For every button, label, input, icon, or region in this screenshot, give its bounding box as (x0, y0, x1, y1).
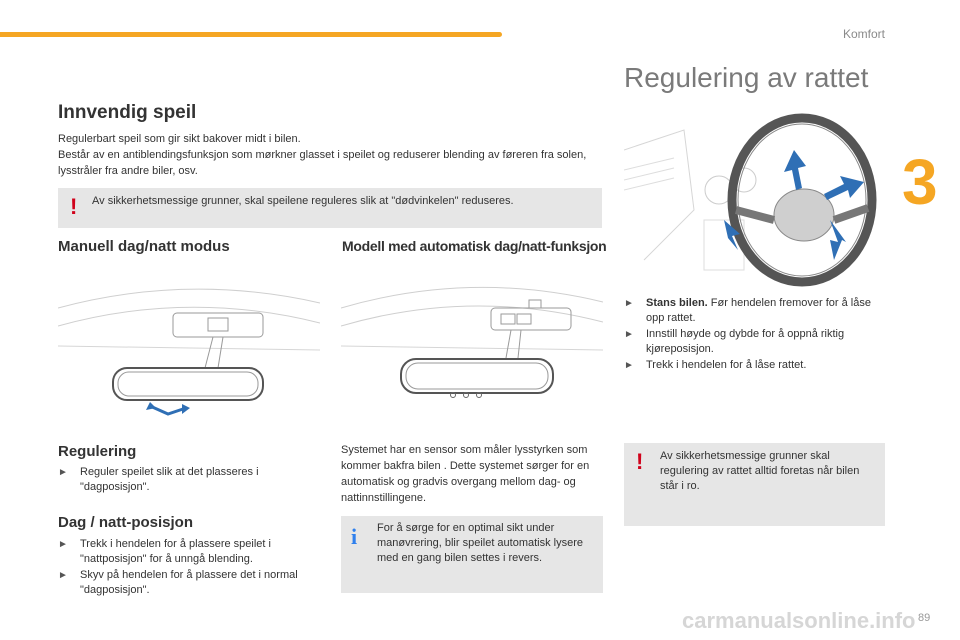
list-item: ► Reguler speilet slik at det plasseres i "dagposisjon". (58, 466, 259, 493)
list-item: ► Innstill høyde og dybde for å oppnå riktig kjøreposisjon. (624, 328, 845, 355)
chapter-number: 3 (902, 146, 938, 218)
list-item: ► Skyv på hendelen for å plassere det i normal "dagposisjon". (58, 569, 298, 596)
day-night-heading: Dag / natt-posisjon (58, 514, 193, 531)
mirror-warning-text: Av sikkerhetsmessige grunner, skal speilene reguleres slik at "dødvinkelen" reduseres. (92, 195, 514, 207)
steering-wheel-illustration (624, 110, 886, 288)
manual-mode-heading: Manuell dag/natt modus (58, 238, 230, 255)
adjustment-list (58, 465, 308, 496)
exclamation-icon: ! (636, 449, 644, 474)
list-item: ► Stans bilen. Før hendelen fremover for å låse opp rattet. (624, 297, 871, 324)
info-note-text: For å sørge for en optimal sikt under manøvrering, blir speilet automatisk lysere med en gang bilen settes i revers. (377, 522, 584, 564)
mirror-heading: Innvendig speil (58, 102, 197, 123)
bullet-marker-icon: ► (624, 329, 634, 340)
auto-mode-heading: Modell med automatisk dag/natt-funksjon (342, 238, 607, 254)
watermark: carmanualsonline.info (682, 608, 916, 633)
wheel-warning-text: Av sikkerhetsmessige grunner skal regulering av rattet alltid foretas når bilen står i ro. (660, 450, 860, 492)
mirror-intro-line2: Består av en antiblendingsfunksjon som mørkner glasset i speilet og reduserer blending av føreren fra solen, lysstråler fra andre biler, osv. (58, 149, 587, 177)
mirror-warning-box (58, 188, 602, 228)
auto-mirror-illustration (341, 262, 603, 422)
wheel-warning-box (624, 443, 885, 526)
bullet-marker-icon: ► (624, 360, 634, 371)
list-item: ► Trekk i hendelen for å låse rattet. (624, 359, 807, 371)
exclamation-icon: ! (70, 194, 78, 219)
page-number: 89 (918, 612, 931, 624)
day-night-list (58, 537, 308, 599)
mirror-intro-line1: Regulerbart speil som gir sikt bakover midt i bilen. (58, 133, 301, 145)
wheel-instructions (624, 296, 884, 374)
top-accent-bar (0, 32, 502, 37)
bullet-marker-icon: ► (624, 298, 634, 309)
bullet-marker-icon: ► (58, 539, 68, 550)
bullet-marker-icon: ► (58, 570, 68, 581)
info-icon: i (351, 524, 358, 549)
mirror-intro (58, 131, 603, 179)
manual-mirror-illustration (58, 268, 320, 428)
list-item: ► Trekk i hendelen for å plassere speilet i "nattposisjon" for å unngå blending. (58, 538, 271, 565)
sensor-description: Systemet har en sensor som måler lysstyrken som kommer bakfra bilen . Dette systemet sørger for en automatisk og gradvis overgang mellom dag- og nattinnstillingene. (341, 444, 590, 504)
adjustment-heading: Regulering (58, 443, 137, 460)
info-note-box (341, 516, 603, 593)
page-title: Regulering av rattet (624, 62, 869, 93)
bullet-marker-icon: ► (58, 467, 68, 478)
section-label: Komfort (842, 27, 885, 41)
